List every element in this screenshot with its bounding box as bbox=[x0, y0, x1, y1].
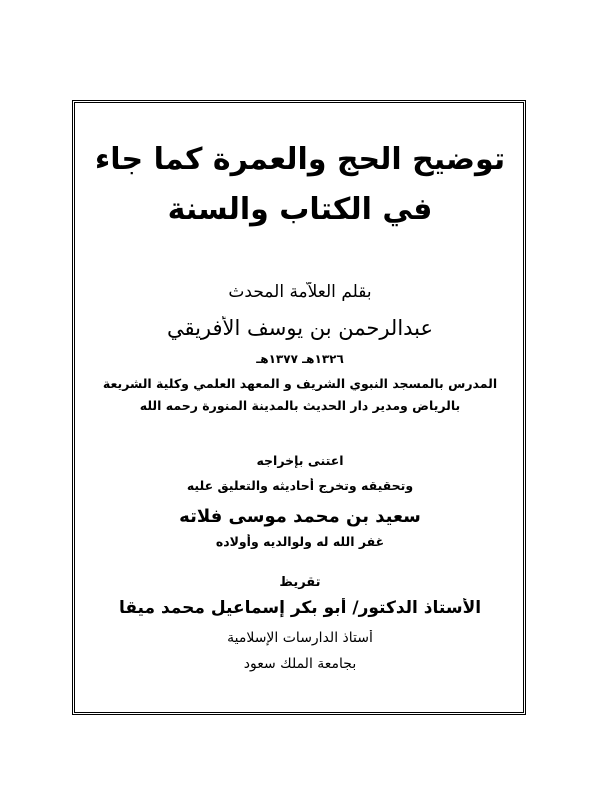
author-years: ١٣٢٦هـ ١٣٧٧هـ bbox=[256, 352, 344, 366]
care-label-line2: وتحقيقه وتخرج أحاديثه والتعليق عليه bbox=[186, 478, 414, 493]
author-name: عبدالرحمن بن يوسف الأفريقي bbox=[166, 316, 434, 340]
by-label: بقلم العلاّمة المحدث bbox=[228, 282, 372, 302]
author-description-line1: المدرس بالمسجد النبوي الشريف و المعهد العلمي وكلية الشريعة bbox=[102, 376, 498, 391]
book-title-line1: توضيح الحج والعمرة كما جاء bbox=[94, 142, 506, 177]
book-title-line2: في الكتاب والسنة bbox=[167, 192, 433, 227]
foreword-author: الأستاذ الدكتور/ أبو بكر إسماعيل محمد ميقا bbox=[118, 598, 482, 618]
editor-name: سعيد بن محمد موسى فلاته bbox=[179, 506, 421, 527]
foreword-author-position: أستاذ الدارسات الإسلامية bbox=[227, 630, 373, 646]
foreword-label: تقريظ bbox=[279, 575, 321, 590]
editor-prayer: غفر الله له ولوالديه وأولاده bbox=[215, 534, 385, 549]
author-description-line2: بالرياض ومدير دار الحديث بالمدينة المنورة رحمه الله bbox=[139, 398, 461, 413]
foreword-author-university: بجامعة الملك سعود bbox=[243, 656, 357, 672]
care-label-line1: اعتنى بإخراجه bbox=[256, 453, 344, 468]
